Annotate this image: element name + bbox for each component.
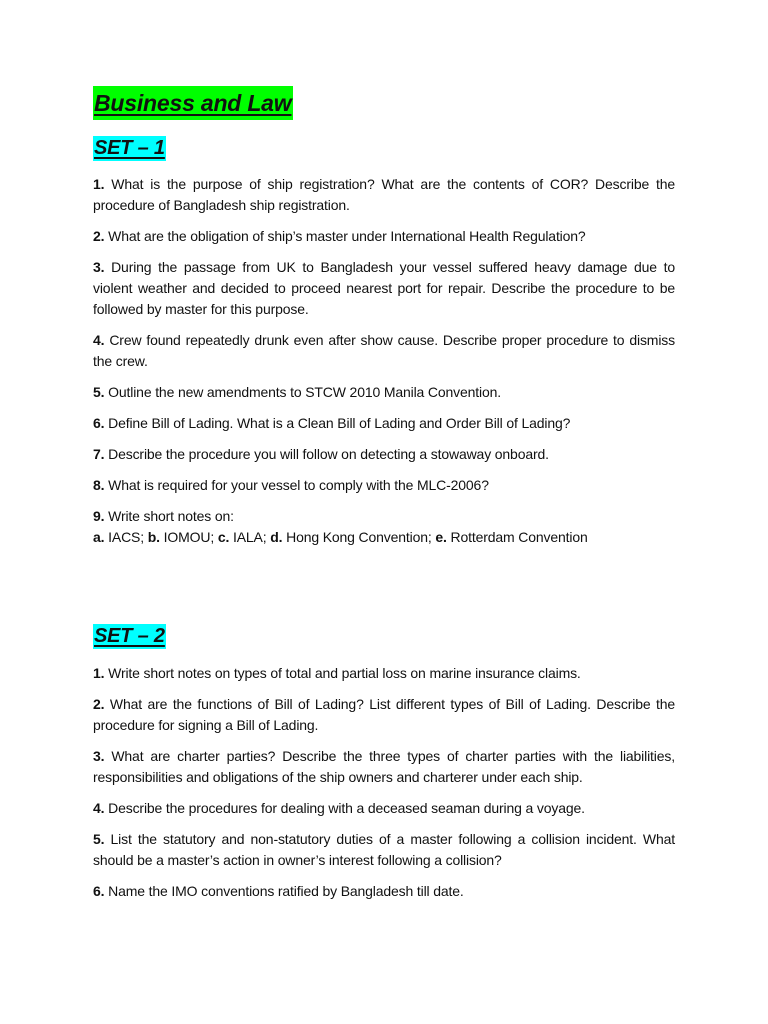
set-1-question-5	[93, 382, 675, 403]
question-text: What are the obligation of ship’s master under International Health Regulation?	[108, 228, 586, 244]
set-1-question-2	[93, 226, 675, 247]
set-1-question-6	[93, 413, 675, 434]
question-number: 8.	[93, 477, 105, 493]
question-text: What are charter parties? Describe the three types of charter parties with the liabilities, responsibilities and obligations of the ship owners and charterer under each ship.	[93, 748, 675, 785]
set-2-question-list	[93, 663, 675, 912]
sub-item-text: IALA;	[232, 529, 267, 545]
set-1-question-3	[93, 257, 675, 320]
set-1-heading: SET – 1	[94, 137, 165, 159]
set-2-heading: SET – 2	[94, 625, 165, 647]
question-text: What is required for your vessel to comply with the MLC-2006?	[108, 477, 489, 493]
question-text: Outline the new amendments to STCW 2010 Manila Convention.	[108, 384, 501, 400]
question-text: List the statutory and non-statutory duties of a master following a collision incident. What should be a master’s action in owner’s interest following a collision?	[93, 831, 675, 868]
question-text: What are the functions of Bill of Lading? List different types of Bill of Lading. Describe the procedure for signing a Bill of Lading.	[93, 696, 676, 733]
question-number: 5.	[93, 384, 105, 400]
set-1-question-9-sub-items	[93, 529, 588, 545]
question-number: 4.	[93, 800, 105, 816]
question-number: 3.	[93, 748, 105, 764]
question-text: Write short notes on:	[108, 508, 234, 524]
sub-item-text: Rotterdam Convention	[450, 529, 588, 545]
set-2-question-6	[93, 881, 675, 902]
sub-item-letter: b.	[147, 529, 160, 545]
set-2-question-1	[93, 663, 675, 684]
set-2-question-2	[93, 694, 675, 736]
question-text: What is the purpose of ship registration? What are the contents of COR? Describe the procedure of Bangladesh ship registration.	[93, 176, 675, 213]
question-text: Name the IMO conventions ratified by Bangladesh till date.	[108, 883, 464, 899]
sub-item-letter: e.	[435, 529, 447, 545]
sub-item-text: IACS;	[108, 529, 144, 545]
set-2-question-4	[93, 798, 675, 819]
set-1-question-1	[93, 174, 675, 216]
document-title: Business and Law	[93, 86, 293, 120]
set-1-question-9	[93, 506, 675, 548]
question-number: 1.	[93, 665, 105, 681]
question-number: 4.	[93, 332, 105, 348]
question-number: 7.	[93, 446, 105, 462]
question-number: 5.	[93, 831, 105, 847]
question-text: Write short notes on types of total and partial loss on marine insurance claims.	[108, 665, 581, 681]
sub-item-letter: d.	[270, 529, 283, 545]
set-2-question-5	[93, 829, 675, 871]
question-number: 3.	[93, 259, 105, 275]
question-number: 1.	[93, 176, 105, 192]
set-1-question-4	[93, 330, 675, 372]
question-number: 6.	[93, 415, 105, 431]
set-1-question-7	[93, 444, 675, 465]
question-number: 6.	[93, 883, 105, 899]
question-number: 2.	[93, 696, 105, 712]
set-2-question-3	[93, 746, 675, 788]
set-1-question-list	[93, 174, 675, 558]
question-number: 9.	[93, 508, 105, 524]
question-text: Describe the procedure you will follow on detecting a stowaway onboard.	[108, 446, 549, 462]
sub-item-text: Hong Kong Convention;	[286, 529, 432, 545]
question-text: Crew found repeatedly drunk even after show cause. Describe proper procedure to dismiss the crew.	[93, 332, 675, 369]
question-text: During the passage from UK to Bangladesh your vessel suffered heavy damage due to violent weather and decided to proceed nearest port for repair. Describe the procedure to be followed by master for this purpose.	[93, 259, 675, 317]
sub-item-text: IOMOU;	[163, 529, 215, 545]
sub-item-letter: c.	[217, 529, 230, 545]
question-number: 2.	[93, 228, 105, 244]
question-text: Define Bill of Lading. What is a Clean Bill of Lading and Order Bill of Lading?	[108, 415, 571, 431]
sub-item-letter: a.	[93, 529, 105, 545]
set-1-question-8	[93, 475, 675, 496]
question-text: Describe the procedures for dealing with a deceased seaman during a voyage.	[108, 800, 585, 816]
